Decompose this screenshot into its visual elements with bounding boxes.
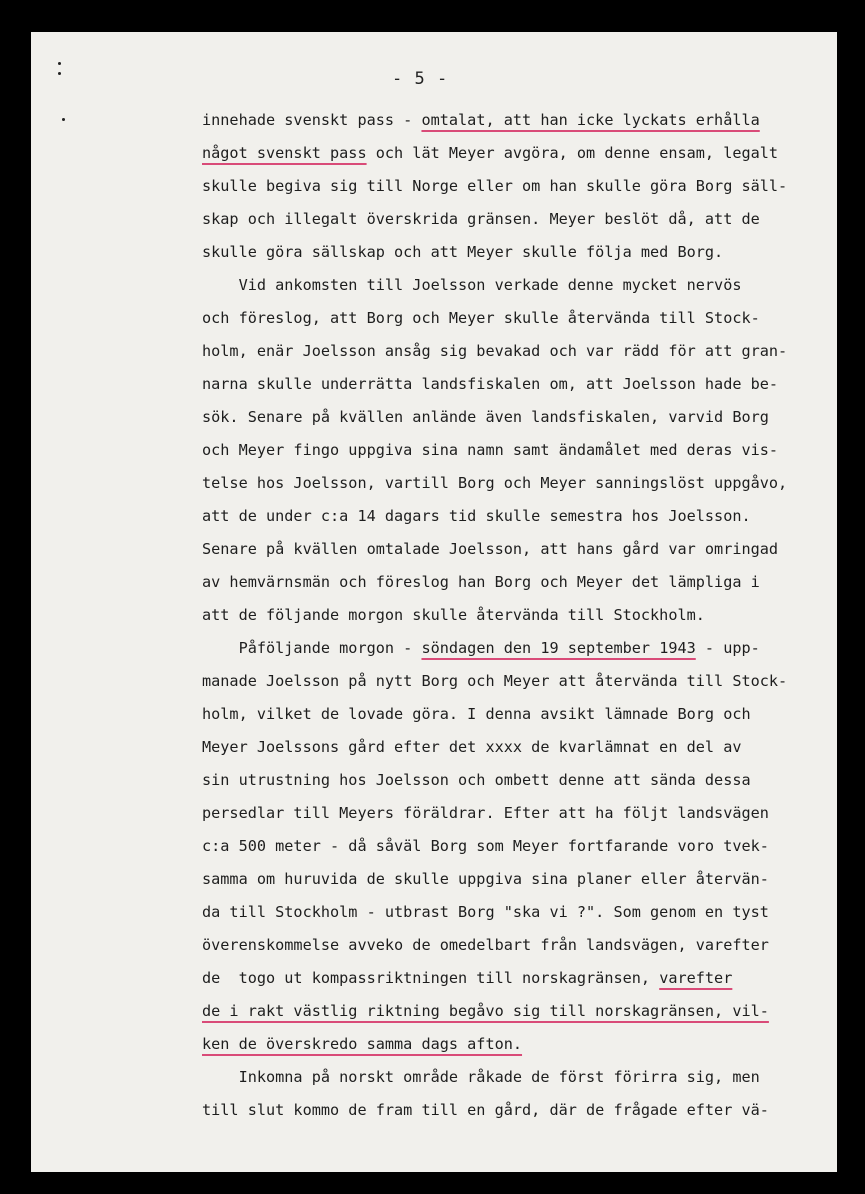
text-line bbox=[202, 929, 787, 962]
text-line bbox=[202, 236, 787, 269]
text-segment: och Meyer fingo uppgiva sina namn samt ändamålet med deras vis- bbox=[202, 441, 779, 459]
text-segment: sök. Senare på kvällen anlände även landsfiskalen, varvid Borg bbox=[202, 408, 769, 426]
text-segment: de togo ut kompassriktningen till norskagränsen, bbox=[202, 969, 660, 987]
underlined-text: de i rakt västlig riktning begåvo sig till norskagränsen, vil- bbox=[202, 1002, 769, 1020]
text-segment: överenskommelse avveko de omedelbart från landsvägen, varefter bbox=[202, 936, 769, 954]
text-segment: och lät Meyer avgöra, om denne ensam, legalt bbox=[366, 144, 779, 162]
text-segment: att de under c:a 14 dagars tid skulle semestra hos Joelsson. bbox=[202, 507, 751, 525]
text-line bbox=[202, 830, 787, 863]
text-segment: Senare på kvällen omtalade Joelsson, att hans gård var omringad bbox=[202, 540, 779, 558]
text-segment: c:a 500 meter - då såväl Borg som Meyer fortfarande voro tvek- bbox=[202, 837, 769, 855]
text-line bbox=[202, 698, 787, 731]
text-segment: manade Joelsson på nytt Borg och Meyer att återvända till Stock- bbox=[202, 672, 788, 690]
text-line bbox=[202, 1028, 787, 1061]
text-segment: da till Stockholm - utbrast Borg "ska vi ?". Som genom en tyst bbox=[202, 903, 769, 921]
text-line bbox=[202, 962, 787, 995]
text-segment: skulle göra sällskap och att Meyer skulle följa med Borg. bbox=[202, 243, 724, 261]
text-segment: av hemvärnsmän och föreslog han Borg och Meyer det lämpliga i bbox=[202, 573, 760, 591]
text-line bbox=[202, 203, 787, 236]
text-segment: holm, enär Joelsson ansåg sig bevakad och var rädd för att gran- bbox=[202, 342, 788, 360]
text-line bbox=[202, 632, 787, 665]
text-line bbox=[202, 302, 787, 335]
text-segment: skap och illegalt överskrida gränsen. Meyer beslöt då, att de bbox=[202, 210, 760, 228]
text-segment: persedlar till Meyers föräldrar. Efter att ha följt landsvägen bbox=[202, 804, 769, 822]
text-line bbox=[202, 533, 787, 566]
text-line bbox=[202, 104, 787, 137]
text-segment: sin utrustning hos Joelsson och ombett denne att sända dessa bbox=[202, 771, 751, 789]
underlined-text: ken de överskredo samma dags afton. bbox=[202, 1035, 523, 1053]
text-line bbox=[202, 269, 787, 302]
underlined-text: söndagen den 19 september 1943 bbox=[421, 639, 696, 657]
text-line bbox=[202, 797, 787, 830]
text-segment: till slut kommo de fram till en gård, där de frågade efter vä- bbox=[202, 1101, 769, 1119]
text-line bbox=[202, 863, 787, 896]
text-line bbox=[202, 665, 787, 698]
text-line bbox=[202, 566, 787, 599]
text-line bbox=[202, 335, 787, 368]
text-line bbox=[202, 764, 787, 797]
punch-mark bbox=[58, 62, 61, 65]
text-line bbox=[202, 995, 787, 1028]
text-line bbox=[202, 599, 787, 632]
text-segment: Påföljande morgon - bbox=[202, 639, 422, 657]
text-line bbox=[202, 731, 787, 764]
page-number: - 5 - bbox=[392, 69, 449, 89]
typed-text-body bbox=[202, 104, 787, 1127]
text-segment: - upp- bbox=[695, 639, 760, 657]
text-segment: Vid ankomsten till Joelsson verkade denne mycket nervös bbox=[202, 276, 742, 294]
underlined-text: omtalat, att han icke lyckats erhålla bbox=[421, 111, 760, 129]
punch-mark bbox=[62, 118, 65, 121]
text-segment: telse hos Joelsson, vartill Borg och Meyer sanningslöst uppgåvo, bbox=[202, 474, 788, 492]
text-segment: Inkomna på norskt område råkade de först förirra sig, men bbox=[202, 1068, 760, 1086]
text-line bbox=[202, 401, 787, 434]
underlined-text: varefter bbox=[659, 969, 733, 987]
text-line bbox=[202, 170, 787, 203]
punch-mark bbox=[58, 72, 61, 75]
text-line bbox=[202, 368, 787, 401]
text-line bbox=[202, 137, 787, 170]
underlined-text: något svenskt pass bbox=[202, 144, 367, 162]
text-line bbox=[202, 500, 787, 533]
text-segment: innehade svenskt pass - bbox=[202, 111, 422, 129]
text-segment: och föreslog, att Borg och Meyer skulle återvända till Stock- bbox=[202, 309, 760, 327]
text-segment: samma om huruvida de skulle uppgiva sina planer eller återvän- bbox=[202, 870, 769, 888]
text-line bbox=[202, 1094, 787, 1127]
text-line bbox=[202, 467, 787, 500]
text-segment: narna skulle underrätta landsfiskalen om, att Joelsson hade be- bbox=[202, 375, 779, 393]
text-line bbox=[202, 896, 787, 929]
text-segment: skulle begiva sig till Norge eller om han skulle göra Borg säll- bbox=[202, 177, 788, 195]
text-line bbox=[202, 1061, 787, 1094]
text-line bbox=[202, 434, 787, 467]
text-segment: att de följande morgon skulle återvända till Stockholm. bbox=[202, 606, 705, 624]
text-segment: holm, vilket de lovade göra. I denna avsikt lämnade Borg och bbox=[202, 705, 751, 723]
text-segment: Meyer Joelssons gård efter det xxxx de kvarlämnat en del av bbox=[202, 738, 742, 756]
